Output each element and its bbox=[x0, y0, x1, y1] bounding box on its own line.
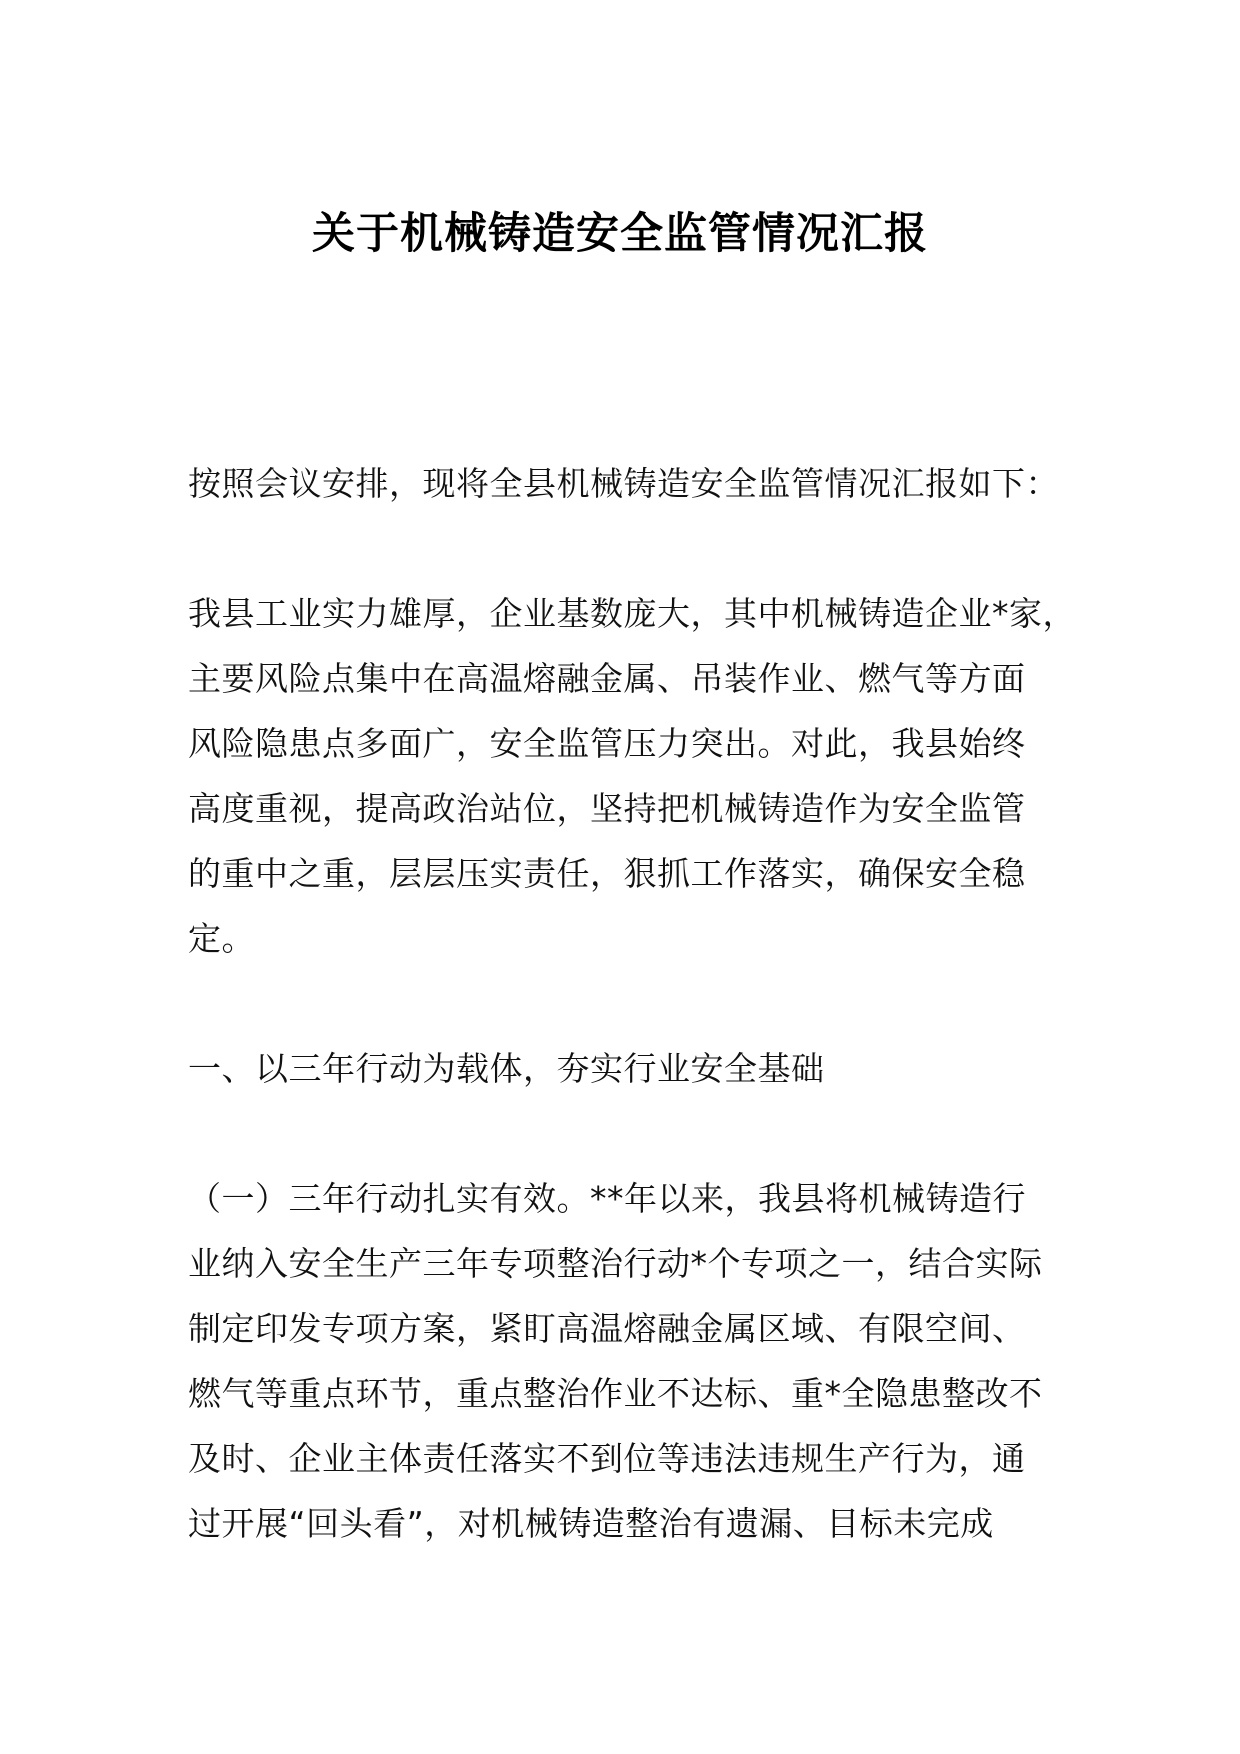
section-1-subsection-1 bbox=[188, 1166, 1068, 1556]
subsection-line: （一）三年行动扎实有效。**年以来，我县将机械铸造行 bbox=[188, 1179, 1026, 1218]
overview-line: 高度重视，提高政治站位，坚持把机械铸造作为安全监管 bbox=[188, 789, 1026, 828]
subsection-line: 燃气等重点环节，重点整治作业不达标、重*全隐患整改不 bbox=[188, 1374, 1043, 1413]
subsection-line: 业纳入安全生产三年专项整治行动*个专项之一，结合实际 bbox=[188, 1244, 1043, 1283]
overview-line: 的重中之重，层层压实责任，狠抓工作落实，确保安全稳 bbox=[188, 854, 1026, 893]
section-1-heading bbox=[188, 1036, 1068, 1101]
subsection-line: 过开展“回头看”，对机械铸造整治有遗漏、目标未完成 bbox=[188, 1504, 994, 1543]
section-heading-line: 一、以三年行动为载体，夯实行业安全基础 bbox=[188, 1049, 825, 1088]
document-title: 关于机械铸造安全监管情况汇报 bbox=[312, 209, 928, 259]
overview-line: 定。 bbox=[188, 919, 255, 958]
overview-line: 风险隐患点多面广，安全监管压力突出。对此，我县始终 bbox=[188, 724, 1026, 763]
overview-line: 主要风险点集中在高温熔融金属、吊装作业、燃气等方面 bbox=[188, 659, 1026, 698]
intro-line: 按照会议安排，现将全县机械铸造安全监管情况汇报如下： bbox=[188, 464, 1059, 503]
subsection-line: 制定印发专项方案，紧盯高温熔融金属区域、有限空间、 bbox=[188, 1309, 1026, 1348]
intro-paragraph bbox=[188, 451, 1068, 516]
subsection-line: 及时、企业主体责任落实不到位等违法违规生产行为，通 bbox=[188, 1439, 1026, 1478]
overview-line: 我县工业实力雄厚，企业基数庞大，其中机械铸造企业*家， bbox=[188, 594, 1076, 633]
overview-paragraph bbox=[188, 581, 1076, 971]
